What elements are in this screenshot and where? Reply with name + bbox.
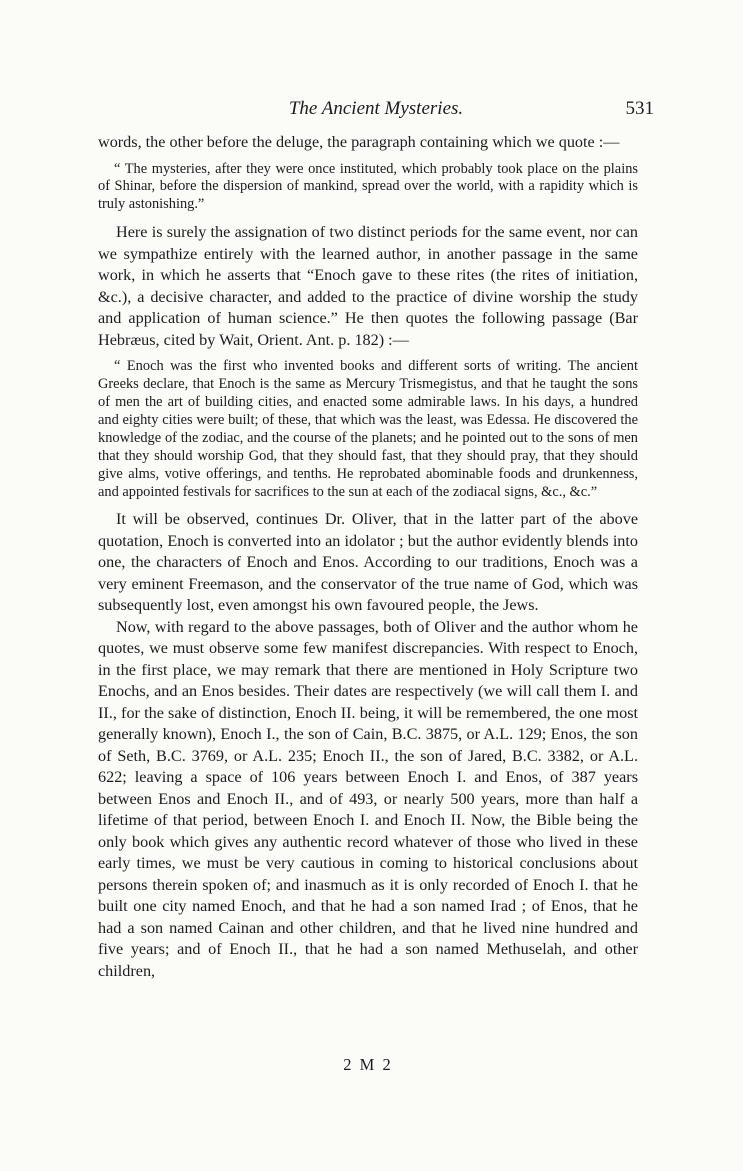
- signature-mark: 2 M 2: [343, 1055, 393, 1074]
- page-number: 531: [625, 98, 654, 119]
- paragraph-4: Now, with regard to the above passages, both of Oliver and the author whom he quotes, we must observe some few manifest discrepancies. With respect to Enoch, in the first place, we may remark that there are mentioned in Holy Scripture two Enochs, and an Enos besides. Their dates are respectively (we will call them I. and II., for the sake of distinction, Enoch II. being, it will be remembered, the one most generally known), Enoch I., the son of Cain, B.C. 3875, or A.L. 129; Enos, the son of Seth, B.C. 3769, or A.L. 235; Enoch II., the son of Jared, B.C. 3382, or A.L. 622; leaving a space of 106 years between Enoch I. and Enos, of 387 years between Enos and Enoch II., and of 493, or nearly 500 years, more than half a lifetime of that period, between Enoch I. and Enoch II. Now, the Bible being the only book which gives any authentic record whatever of those who lived in these early times, we must be very cautious in coming to historical conclusions about persons therein spoken of; and inasmuch as it is only recorded of Enoch I. that he built one city named Enoch, and that he had a son named Irad ; of Enos, that he had a son named Cainan and other children, and that he lived nine hundred and five years; and of Enoch II., that he had a son named Methuselah, and other children,: [98, 617, 638, 980]
- paragraph-3: It will be observed, continues Dr. Oliver, that in the latter part of the above quotation, Enoch is converted into an idolator ; but the author evidently blends into one, the characters of Enoch and Enos. According to our traditions, Enoch was a very eminent Freemason, and the conservator of the true name of God, which was subsequently lost, even amongst his own favoured people, the Jews.: [98, 510, 638, 615]
- block-quote-2: “ Enoch was the first who invented books and different sorts of writing. The ancient Greeks declare, that Enoch is the same as Mercury Trismegistus, and that he taught the sons of men the art of building cities, and enacted some admirable laws. In his days, a hundred and eighty cities were built; of these, that which was the least, was Edessa. He discovered the knowledge of the zodiac, and the course of the planets; and he pointed out to the sons of men that they should worship God, that they should fast, that they should pray, that they should give alms, votive offerings, and tenths. He reprobated abominable foods and drunkenness, and appointed festivals for sacrifices to the sun at each of the zodiacal signs, &c., &c.”: [98, 358, 638, 500]
- paragraph-2: Here is surely the assignation of two distinct periods for the same event, nor can we sympathize entirely with the learned author, in another passage in the same work, in which he asserts that “Enoch gave to these rites (the rites of initiation, &c.), a decisive character, and added to the practice of divine worship the study and application of human science.” He then quotes the following passage (Bar Hebræus, cited by Wait, Orient. Ant. p. 182) :—: [98, 223, 638, 349]
- running-title: The Ancient Mysteries.: [288, 98, 464, 119]
- paragraph-1: words, the other before the deluge, the paragraph containing which we quote :—: [98, 133, 620, 151]
- body-text: [98, 132, 638, 982]
- page-header: [98, 96, 654, 122]
- block-quote-1: “ The mysteries, after they were once instituted, which probably took place on the plains of Shinar, before the dispersion of mankind, spread over the world, with a rapidity which is truly astonishing.”: [98, 160, 638, 213]
